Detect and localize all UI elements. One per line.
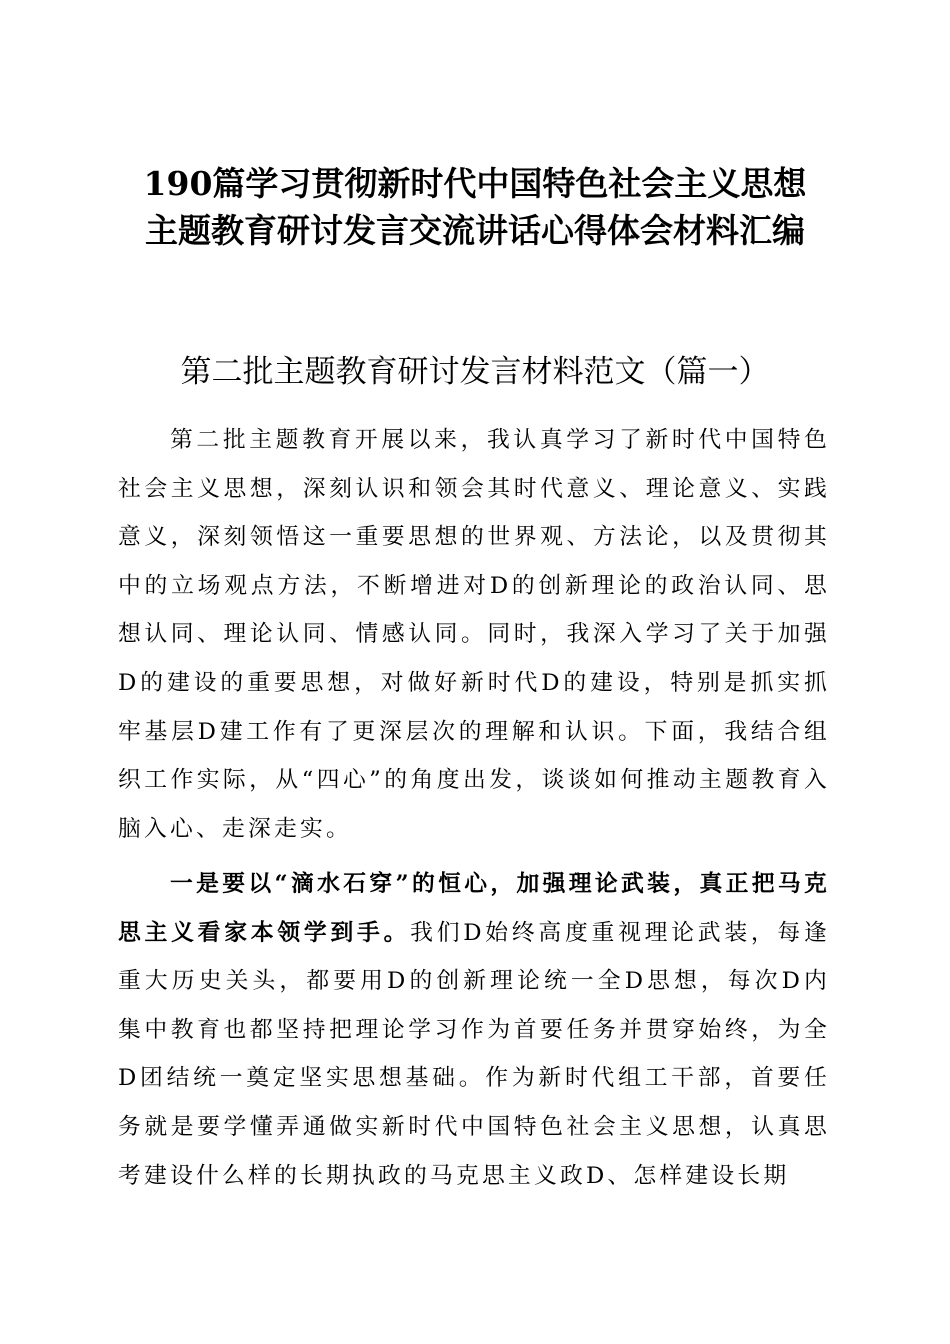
body-paragraph-2 (118, 860, 830, 1200)
paragraph-2-body: 我们D始终高度重视理论武装，每逢重大历史关头，都要用D的创新理论统一全D思想，每次D内集中教育也都坚持把理论学习作为首要任务并贯穿始终，为全D团结统一奠定坚实思想基础。作为新时代组工干部，首要任务就是要学懂弄通做实新时代中国特色社会主义思想，认真思考建设什么样的长期执政的马克思主义政D、怎样建设长期 (118, 919, 830, 1189)
title-line-1: 190篇学习贯彻新时代中国特色社会主义思想 (143, 164, 807, 203)
title-line-2: 主题教育研讨发言交流讲话心得体会材料汇编 (145, 211, 805, 250)
body-paragraph-1: 第二批主题教育开展以来，我认真学习了新时代中国特色社会主义思想，深刻认识和领会其时代意义、理论意义、实践意义，深刻领悟这一重要思想的世界观、方法论，以及贯彻其中的立场观点方法，不断增进对D的创新理论的政治认同、思想认同、理论认同、情感认同。同时，我深入学习了关于加强D的建设的重要思想，对做好新时代D的建设，特别是抓实抓牢基层D建工作有了更深层次的理解和认识。下面，我结合组织工作实际，从“四心”的角度出发，谈谈如何推动主题教育入脑入心、走深走实。 (118, 427, 830, 842)
paragraph-2-lead-sentence: 一是要以“滴水石穿”的恒心，加强理论武装，真正把马克思主义看家本领学到手。 (118, 871, 830, 946)
section-heading: 第二批主题教育研讨发言材料范文（篇一） (180, 354, 770, 390)
document-title (60, 160, 890, 254)
